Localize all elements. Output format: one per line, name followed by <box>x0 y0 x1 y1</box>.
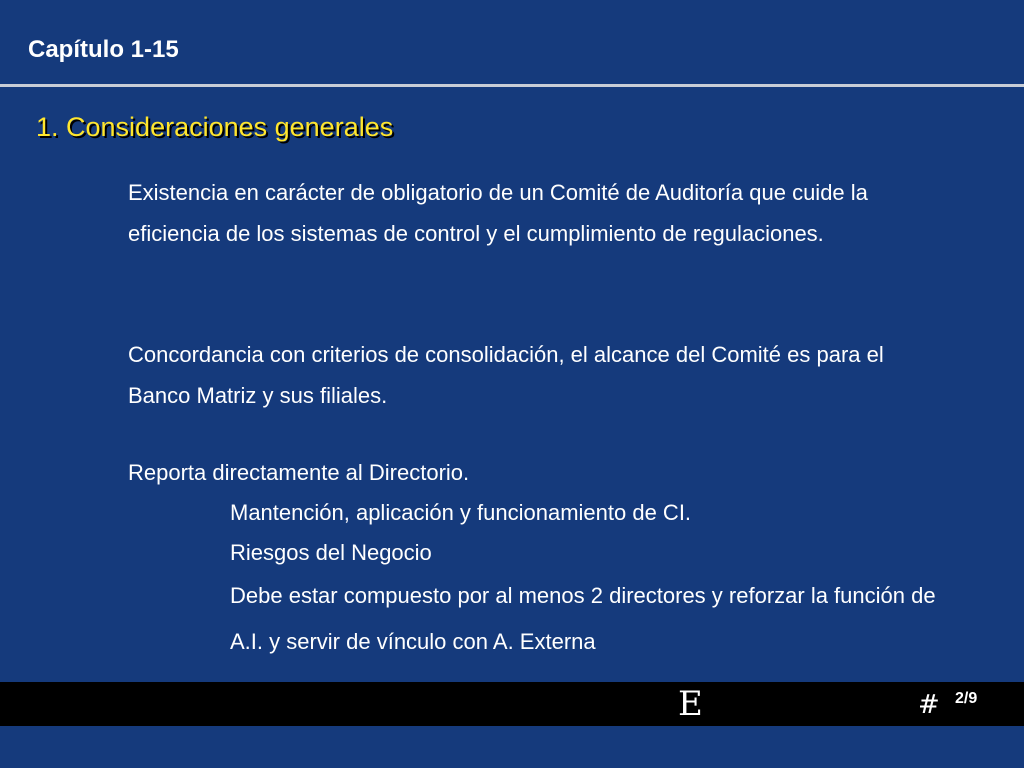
paragraph-consolidation: Concordancia con criterios de consolidación, el alcance del Comité es para el Banco Matriz y sus filiales. <box>128 342 884 408</box>
e-symbol-icon[interactable]: E <box>678 684 703 724</box>
paragraph-audit-committee: Existencia en carácter de obligatorio de un Comité de Auditoría que cuide la eficiencia de los sistemas de control y el cumplimiento de regulaciones. <box>128 180 868 246</box>
paragraph-reports-to-board: Reporta directamente al Directorio. <box>128 460 470 485</box>
page-number: 2/9 <box>955 690 978 707</box>
footer-bar <box>0 682 1024 726</box>
sub-item-business-risks: Riesgos del Negocio <box>230 540 432 565</box>
chapter-title: Capítulo 1-15 <box>28 36 179 63</box>
sub-item-internal-control: Mantención, aplicación y funcionamiento de CI. <box>230 500 692 525</box>
hash-symbol-icon[interactable]: # <box>918 690 940 720</box>
section-title: 1. Consideraciones generales <box>36 112 394 142</box>
sub-item-composition: Debe estar compuesto por al menos 2 directores y reforzar la función de A.I. y servir de vínculo con A. Externa <box>230 583 936 654</box>
header-divider <box>0 84 1024 87</box>
